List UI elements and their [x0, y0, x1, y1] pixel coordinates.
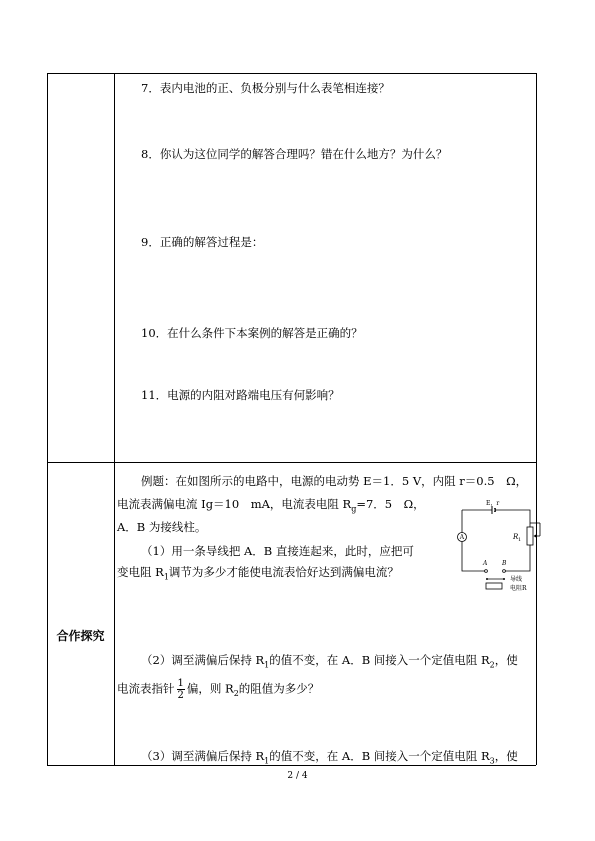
example-q1-line-1: （1）用一条导线把 A．B 直接连起来，此时，应把可 — [141, 544, 414, 558]
text-segment: 调节为多少才能使电流表恰好达到满偏电流？ — [168, 565, 399, 579]
table-right-border — [536, 73, 537, 765]
text-segment: 的值不变，在 A．B 间接入一个定值电阻 R — [269, 653, 490, 667]
loose-wire-end-icon — [503, 578, 505, 580]
page-number: 2 / 4 — [287, 771, 308, 781]
table-left-border — [47, 73, 48, 765]
terminal-b-label: B — [502, 560, 507, 567]
battery-label: E，r — [486, 500, 500, 507]
text-segment: （3）调至满偏后保持 R — [141, 749, 265, 763]
subscript: 1 — [163, 572, 169, 582]
legend-label: 电阻R — [510, 585, 527, 592]
subscript: 2 — [489, 660, 495, 670]
loose-wire-end-icon — [486, 578, 488, 580]
example-line-3: A．B 为接线柱。 — [117, 520, 207, 534]
example-line-2 — [117, 496, 425, 517]
text-segment: 的值不变，在 A．B 间接入一个定值电阻 R — [269, 749, 490, 763]
circuit-diagram — [456, 497, 546, 593]
text-segment: 电流表指针 — [117, 681, 175, 696]
text-segment: （2）调至满偏后保持 R — [141, 653, 265, 667]
fraction — [177, 678, 185, 701]
text-segment: 的阻值为多少？ — [238, 681, 320, 696]
terminal-gap — [486, 569, 504, 573]
text-segment: ，使 — [494, 653, 518, 667]
battery-gap — [493, 509, 495, 511]
example-line-1: 例题：在如图所示的电路中，电源的电动势 E＝1．5 V，内阻 r＝0.5 Ω， — [141, 474, 528, 488]
subscript: 1 — [264, 660, 270, 670]
subscript: 2 — [233, 688, 239, 698]
question-9: 9．正确的解答过程是： — [141, 235, 264, 249]
resistor-label: R — [513, 533, 519, 541]
section-label: 合作探究 — [56, 629, 105, 643]
example-q3-line-1 — [141, 748, 518, 769]
subscript: 1 — [264, 756, 270, 766]
terminal-a-icon — [485, 570, 488, 573]
resistor-subscript: 1 — [518, 537, 522, 543]
legend-resistor-icon — [486, 583, 502, 589]
example-q2-line-2 — [117, 678, 319, 702]
text-segment: 电流表满偏电流 Ig＝10 mA，电流表电阻 R — [117, 497, 352, 511]
text-segment: =7．5 Ω， — [356, 497, 425, 511]
wire-label: 导线 — [510, 576, 523, 583]
fraction-denominator: 2 — [177, 690, 184, 701]
question-7: 7．表内电池的正、负极分别与什么表笔相连接？ — [141, 81, 390, 95]
question-8: 8．你认为这位同学的解答合理吗？错在什么地方？为什么？ — [141, 147, 448, 161]
table-top-border — [47, 73, 536, 74]
example-q2-line-1 — [141, 652, 518, 673]
arrow-icon — [534, 535, 537, 538]
question-10: 10．在什么条件下本案例的解答是正确的？ — [141, 326, 363, 340]
text-segment: ，使 — [494, 749, 518, 763]
subscript: g — [351, 504, 357, 514]
ammeter-label: A — [459, 534, 465, 542]
terminal-a-label: A — [483, 560, 488, 567]
fraction-numerator: 1 — [177, 678, 184, 689]
table-column-divider — [114, 73, 115, 765]
question-11: 11．电源的内阻对路端电压有何影响？ — [141, 388, 340, 402]
text-segment: 变电阻 R — [117, 565, 164, 579]
text-segment: 偏，则 R — [186, 681, 234, 696]
terminal-b-icon — [503, 570, 506, 573]
example-q1-line-2 — [117, 564, 399, 585]
subscript: 3 — [489, 756, 495, 766]
resistor-icon — [527, 527, 533, 545]
table-row-divider — [47, 462, 536, 463]
